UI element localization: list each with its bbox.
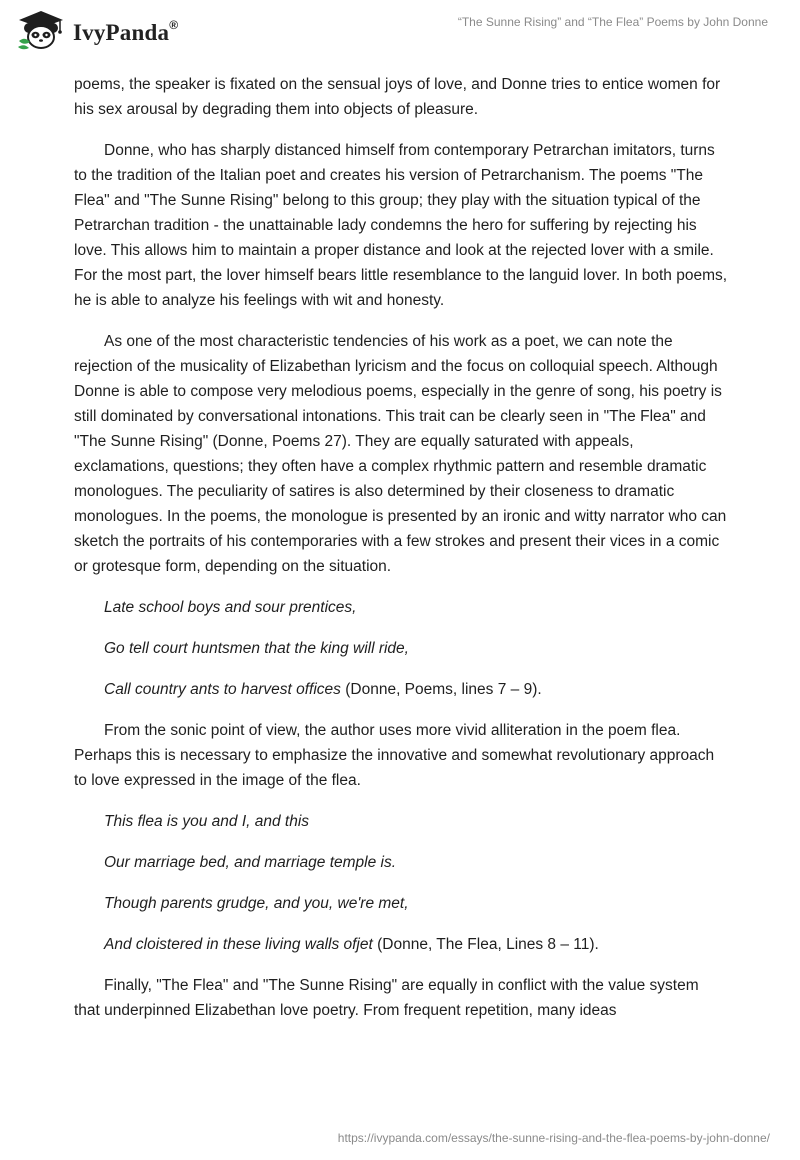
essay-body [74, 72, 728, 1039]
poem-quote-line [74, 809, 728, 834]
brand-name-text: IvyPanda [73, 19, 170, 45]
quote-text: Our marriage bed, and marriage temple is. [104, 854, 397, 871]
poem-quote-line [74, 850, 728, 875]
page-header [0, 0, 800, 64]
source-url-link[interactable]: https://ivypanda.com/essays/the-sunne-rising-and-the-flea-poems-by-john-donne/ [337, 1131, 770, 1145]
quote-text: Though parents grudge, and you, we're met, [104, 895, 409, 912]
ivypanda-logo[interactable] [16, 9, 178, 51]
paragraph: As one of the most characteristic tendencies of his work as a poet, we can note the rejection of the musicality of Elizabethan lyricism and the focus on colloquial speech. Although Donne is able to compose very melodious poems, especially in the genre of song, his poetry is still dominated by conversational intonations. This trait can be clearly seen in "The Flea" and "The Sunne Rising" (Donne, Poems 27). They are equally saturated with appeals, exclamations, questions; they often have a complex rhythmic pattern and resemble dramatic monologues. The peculiarity of satires is also determined by their closeness to dramatic monologues. In the poems, the monologue is presented by an ironic and witty narrator who can sketch the portraits of his contemporaries with a few strokes and present their vices in a comic or grotesque form, depending on the situation. [74, 333, 727, 575]
quote-citation: (Donne, Poems, lines 7 – 9). [340, 681, 542, 698]
brand-name [73, 17, 179, 46]
quote-text: Call country ants to harvest offices [104, 681, 341, 698]
poem-quote-line [74, 636, 728, 661]
quote-text: Go tell court huntsmen that the king will ride, [104, 640, 409, 657]
registered-mark: ® [169, 17, 179, 32]
paragraph: From the sonic point of view, the author uses more vivid alliteration in the poem flea. Perhaps this is necessary to emphasize the innovative and somewhat revolutionary approach to love expressed in the image of the flea. [74, 722, 715, 789]
document-title: “The Sunne Rising” and “The Flea” Poems by John Donne [457, 15, 768, 29]
panda-mascot-icon [16, 9, 66, 51]
quote-citation: (Donne, The Flea, Lines 8 – 11). [372, 936, 599, 953]
quote-text: This flea is you and I, and this [104, 813, 310, 830]
poem-quote-line [74, 891, 728, 916]
quote-text: Late school boys and sour prentices, [104, 599, 357, 616]
paragraph: poems, the speaker is fixated on the sensual joys of love, and Donne tries to entice women for his sex arousal by degrading them into objects of pleasure. [74, 76, 721, 118]
quote-text: And cloistered in these living walls ofjet [104, 936, 373, 953]
poem-quote-line [74, 932, 728, 957]
paragraph: Donne, who has sharply distanced himself from contemporary Petrarchan imitators, turns to the tradition of the Italian poet and creates his version of Petrarchanism. The poems "The Flea" and "The Sunne Rising" belong to this group; they play with the situation typical of the Petrarchan tradition - the unattainable lady condemns the hero for suffering by rejecting his love. This allows him to maintain a proper distance and look at the rejected lover with a smile. For the most part, the lover himself bears little resemblance to the languid lover. In both poems, he is able to analyze his feelings with wit and honesty. [74, 142, 728, 309]
paragraph: Finally, "The Flea" and "The Sunne Rising" are equally in conflict with the value system that underpinned Elizabethan love poetry. From frequent repetition, many ideas [74, 977, 699, 1019]
poem-quote-line [74, 677, 728, 702]
poem-quote-line [74, 595, 728, 620]
